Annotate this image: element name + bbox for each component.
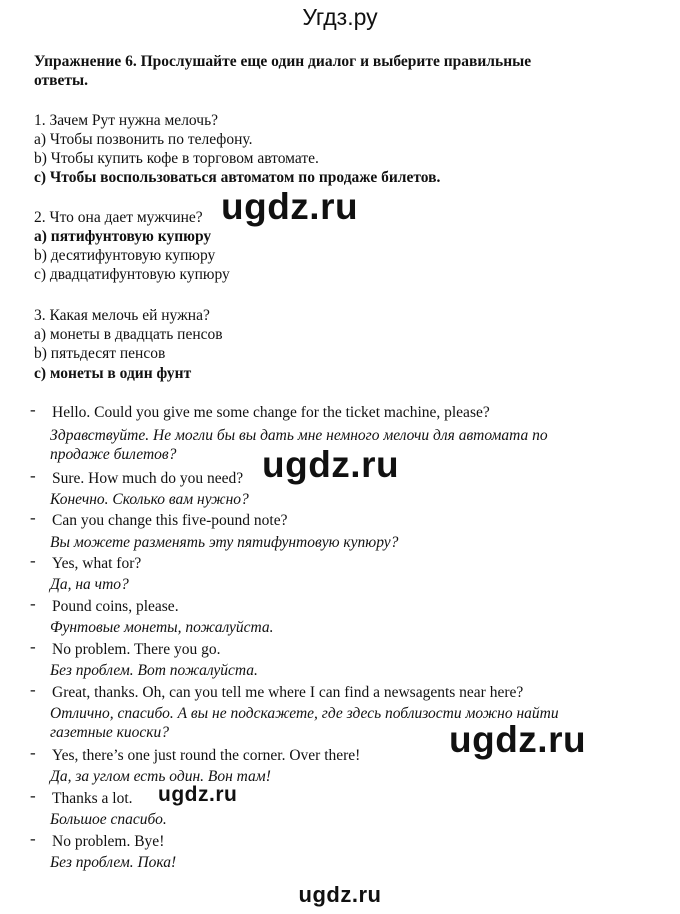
question-2: 2. Что она дает мужчине? bbox=[34, 209, 203, 226]
dialogue-dash: - bbox=[30, 786, 36, 805]
dialogue-en-7: Great, thanks. Oh, can you tell me where I can find a newsagents near here? bbox=[52, 684, 524, 701]
dialogue-dash: - bbox=[30, 743, 36, 762]
dialogue-ru-3: Вы можете разменять эту пятифунтовую купюру? bbox=[50, 534, 399, 551]
dialogue-en-1: Hello. Could you give me some change for the ticket machine, please? bbox=[52, 404, 490, 421]
task-title-line2: ответы. bbox=[34, 72, 89, 89]
dialogue-ru-7a: Отлично, спасибо. А вы не подскажете, где здесь поблизости можно найти bbox=[50, 705, 559, 722]
dialogue-ru-4: Да, на что? bbox=[50, 576, 129, 593]
dialogue-ru-1b: продаже билетов? bbox=[50, 446, 177, 463]
task-title bbox=[34, 52, 531, 90]
dialogue-dash: - bbox=[30, 551, 36, 570]
dialogue-en-8: Yes, there’s one just round the corner. Over there! bbox=[52, 747, 361, 764]
q3-option-a: а) монеты в двадцать пенсов bbox=[34, 326, 223, 343]
dialogue-ru-7b: газетные киоски? bbox=[50, 724, 170, 741]
dialogue-ru-1a: Здравствуйте. Не могли бы вы дать мне немного мелочи для автомата по bbox=[50, 427, 548, 444]
dialogue-en-5: Pound coins, please. bbox=[52, 598, 179, 615]
q2-option-a-correct: а) пятифунтовую купюру bbox=[34, 228, 212, 245]
q1-option-b: b) Чтобы купить кофе в торговом автомате. bbox=[34, 150, 319, 167]
watermark-ugdz-2: ugdz.ru bbox=[262, 444, 400, 485]
q2-option-c: c) двадцатифунтовую купюру bbox=[34, 266, 230, 283]
dialogue-ru-9: Большое спасибо. bbox=[50, 811, 167, 828]
q2-option-b: b) десятифунтовую купюру bbox=[34, 247, 216, 264]
dialogue-en-2: Sure. How much do you need? bbox=[52, 470, 244, 487]
dialogue-en-3: Can you change this five-pound note? bbox=[52, 512, 288, 529]
dialogue-ru-8: Да, за углом есть один. Вон там! bbox=[50, 768, 271, 785]
dialogue-en-10: No problem. Bye! bbox=[52, 833, 165, 850]
dialogue-dash: - bbox=[30, 637, 36, 656]
dialogue-ru-10: Без проблем. Пока! bbox=[50, 854, 177, 871]
watermark-ugdz-4: ugdz.ru bbox=[158, 783, 238, 806]
dialogue-dash: - bbox=[30, 594, 36, 613]
task-title-line1: Упражнение 6. Прослушайте еще один диалог и выберите правильные bbox=[34, 53, 532, 70]
watermark-ugdz-3: ugdz.ru bbox=[449, 719, 587, 760]
dialogue-ru-5: Фунтовые монеты, пожалуйста. bbox=[50, 619, 274, 636]
dialogue-dash: - bbox=[30, 400, 36, 419]
dialogue-en-9: Thanks a lot. bbox=[52, 790, 133, 807]
dialogue-en-6: No problem. There you go. bbox=[52, 641, 221, 658]
dialogue-en-4: Yes, what for? bbox=[52, 555, 142, 572]
question-3: 3. Какая мелочь ей нужна? bbox=[34, 307, 210, 324]
dialogue-ru-6: Без проблем. Вот пожалуйста. bbox=[50, 662, 258, 679]
q3-option-b: b) пятьдесят пенсов bbox=[34, 345, 166, 362]
question-1: 1. Зачем Рут нужна мелочь? bbox=[34, 112, 219, 129]
site-header: Угдз.ру bbox=[302, 4, 378, 30]
q3-option-c-correct: c) монеты в один фунт bbox=[34, 365, 192, 382]
q1-option-a: а) Чтобы позвонить по телефону. bbox=[34, 131, 253, 148]
dialogue-dash: - bbox=[30, 829, 36, 848]
dialogue-dash: - bbox=[30, 466, 36, 485]
q1-option-c-correct: c) Чтобы воспользоваться автоматом по продаже билетов. bbox=[34, 169, 441, 186]
footer-watermark: ugdz.ru bbox=[298, 882, 382, 907]
dialogue-ru-2: Конечно. Сколько вам нужно? bbox=[50, 491, 249, 508]
dialogue-dash: - bbox=[30, 680, 36, 699]
dialogue-dash: - bbox=[30, 508, 36, 527]
watermark-ugdz-1: ugdz.ru bbox=[221, 186, 359, 227]
